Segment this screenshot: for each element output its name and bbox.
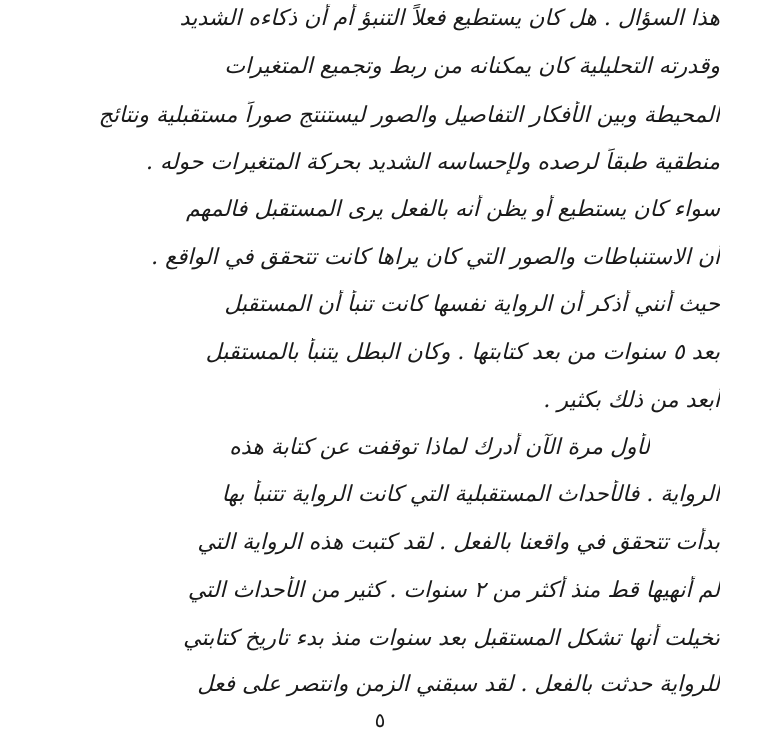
text-line: لم أنهيها قط منذ أكثر من ٢ سنوات . كثير من الأحداث التي bbox=[187, 578, 720, 603]
text-line: المحيطة وبين الأفكار التفاصيل والصور ليستنتج صوراً مستقبلية ونتائج bbox=[98, 103, 720, 128]
text-line: لأول مرة الآن أدرك لماذا توقفت عن كتابة هذه bbox=[229, 435, 650, 460]
text-line: تخيلت أنها تشكل المستقبل بعد سنوات منذ بدء تاريخ كتابتي bbox=[183, 626, 720, 651]
text-line: حيث أنني أذكر أن الرواية نفسها كانت تنبأ أن المستقبل bbox=[224, 292, 720, 317]
page-number: ٥ bbox=[374, 708, 386, 732]
text-line: وقدرته التحليلية كان يمكنانه من ربط وتجميع المتغيرات bbox=[224, 54, 720, 79]
text-line: بعد ٥ سنوات من بعد كتابتها . وكان البطل يتنبأ بالمستقبل bbox=[205, 340, 720, 365]
text-line: سواء كان يستطيع أو يظن أنه بالفعل يرى المستقبل فالمهم bbox=[185, 197, 720, 222]
text-line: أبعد من ذلك بكثير . bbox=[543, 388, 720, 413]
text-line: أن الاستنباطات والصور التي كان يراها كانت تتحقق في الواقع . bbox=[151, 245, 720, 270]
text-line: الرواية . فالأحداث المستقبلية التي كانت الرواية تتنبأ بها bbox=[221, 482, 720, 507]
text-line: هذا السؤال . هل كان يستطيع فعلاً التنبؤ أم أن ذكاءه الشديد bbox=[179, 6, 720, 31]
text-line: بدأت تتحقق في واقعنا بالفعل . لقد كتبت هذه الرواية التي bbox=[197, 530, 720, 555]
text-line: منطقية طبقاً لرصده ولإحساسه الشديد بحركة المتغيرات حوله . bbox=[146, 150, 720, 175]
text-line: للرواية حدثت بالفعل . لقد سبقني الزمن وانتصر على فعل bbox=[197, 672, 720, 697]
